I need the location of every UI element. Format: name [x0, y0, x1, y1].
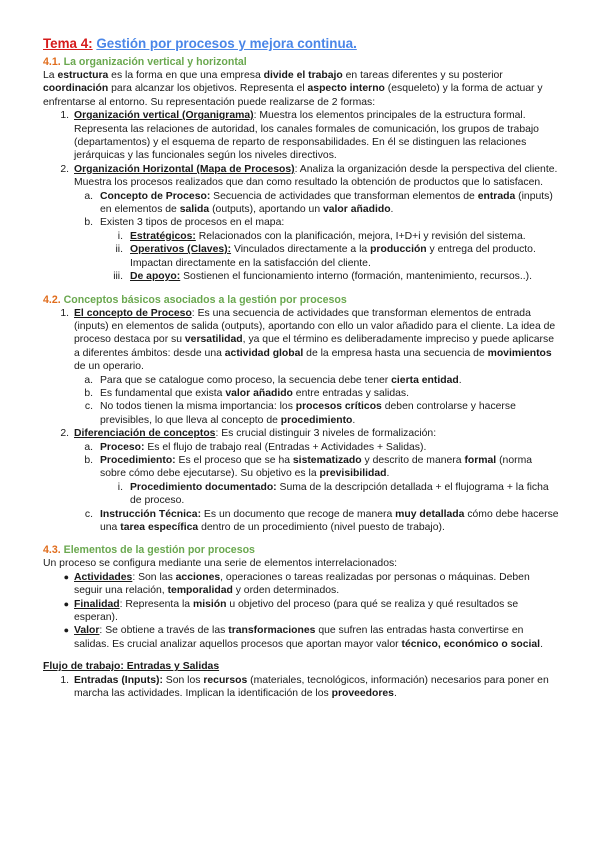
- list-item: c. No todos tienen la misma importancia: los procesos críticos deben controlarse y hacerse previsibles, lo que lleva al concepto de procedimiento.: [84, 401, 516, 426]
- list-item: ● Actividades: Son las acciones, operaciones o tareas realizadas por personas o máquinas. Deben seguir una relación, temporalidad y orden determinados.: [43, 571, 560, 598]
- list-item: 1. Organización vertical (Organigrama): Muestra los elementos principales de la estructura formal. Representa las relaciones de autoridad, los canales formales de comunicación, los grupos de trabajo (departamentos) y el esquema de reparto de responsabilidades. En él se distinguen las relaciones jerárquicas y las funcionales según los niveles directivos.: [60, 110, 539, 162]
- list-item: i. Estratégicos: Relacionados con la planificación, mejora, I+D+i y revisión del sistema.: [117, 230, 526, 242]
- title-tema: Tema 4:: [43, 36, 93, 51]
- list-item: 1. El concepto de Proceso: Es una secuencia de actividades que transforman elementos de entrada (inputs) en elementos de salida (outputs), aportando con ello un valor añadido para el cliente. La idea de proceso destaca por su versatilidad, ya que el término es deliberadamente impreciso y puede aplicarse a diferentes ámbitos: desde una actividad global de la empresa hasta una secuencia de movimientos de un operario.: [60, 307, 556, 373]
- section-4-1-intro: La estructura es la forma en que una empresa divide el trabajo en tareas diferentes y su posterior coordinación para alcanzar los objetivos. Representa el aspecto interno (esqueleto) y la forma de actuar y enfrentarse al entorno. Su representación puede realizarse de 2 formas:: [43, 70, 543, 108]
- list-item: ● Finalidad: Representa la misión u objetivo del proceso (para qué se realiza y qué resultados se esperan).: [43, 598, 560, 625]
- bullet-icon: ●: [63, 598, 69, 609]
- list-item: ii. Operativos (Claves): Vinculados directamente a la producción y entrega del producto. Impactan directamente en la satisfacción del cliente.: [115, 244, 536, 269]
- list-item: b. Existen 3 tipos de procesos en el mapa:: [84, 217, 285, 229]
- list-item: a. Para que se catalogue como proceso, la secuencia debe tener cierta entidad.: [84, 374, 462, 386]
- list-item: ● Valor: Se obtiene a través de las transformaciones que sufren las entradas hasta convertirse en salidas. Es crucial analizar aquellos procesos que aportan mayor valor técnico, económico o social.: [43, 624, 560, 651]
- list-item: c. Instrucción Técnica: Es un documento que recoge de manera muy detallada cómo debe hacerse una tarea específica dentro de un procedimiento (nivel puesto de trabajo).: [84, 508, 559, 533]
- section-heading-4-3: 4.3. Elementos de la gestión por procesos: [43, 544, 255, 557]
- bullet-icon: ●: [63, 571, 69, 582]
- list-item: 2. Organización Horizontal (Mapa de Procesos): Analiza la organización desde la perspectiva del cliente. Muestra los procesos realizados que dan como resultado la obtención de productos que lo satisfacen.: [60, 163, 558, 189]
- section-heading-4-2: 4.2. Conceptos básicos asociados a la gestión por procesos: [43, 293, 347, 306]
- list-item: a. Proceso: Es el flujo de trabajo real (Entradas + Actividades + Salidas).: [84, 441, 427, 453]
- list-item: b. Procedimiento: Es el proceso que se ha sistematizado y descrito de manera formal (norma sobre cómo debe ejecutarse). Su objetivo es la previsibilidad.: [84, 454, 533, 480]
- list-item: a. Concepto de Proceso: Secuencia de actividades que transforman elementos de entrada (inputs) en elementos de salida (outputs), aportando un valor añadido.: [84, 190, 553, 216]
- title-text: Gestión por procesos y mejora continua.: [96, 36, 357, 51]
- list-item: 1. Entradas (Inputs): Son los recursos (materiales, tecnológicos, información) necesarios para poner en marcha las actividades. Implican la identificación de los proveedores.: [60, 674, 549, 700]
- list-item: i. Procedimiento documentado: Suma de la descripción detallada + el flujograma + la ficha de proceso.: [117, 481, 549, 507]
- list-item: iii. De apoyo: Sostienen el funcionamiento interno (formación, mantenimiento, recursos..).: [113, 271, 532, 283]
- section-heading-4-1: 4.1. La organización vertical y horizontal: [43, 56, 247, 68]
- bullet-icon: ●: [63, 625, 69, 636]
- flujo-heading: Flujo de trabajo: Entradas y Salidas: [43, 661, 220, 673]
- list-item: 2. Diferenciación de conceptos: Es crucial distinguir 3 niveles de formalización:: [60, 428, 437, 440]
- page-title: [43, 35, 560, 53]
- section-4-3-intro: Un proceso se configura mediante una serie de elementos interrelacionados:: [43, 558, 398, 570]
- list-item: b. Es fundamental que exista valor añadido entre entradas y salidas.: [84, 387, 409, 399]
